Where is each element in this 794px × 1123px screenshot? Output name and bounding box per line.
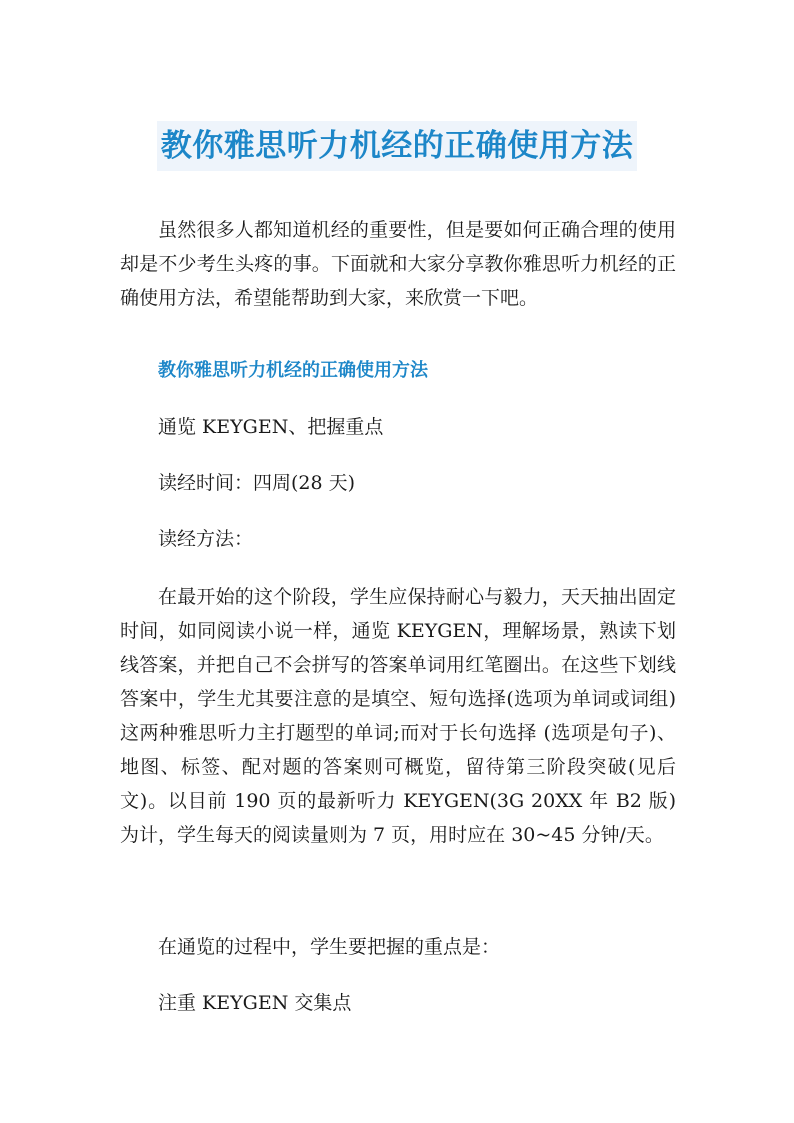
method-paragraph: 在最开始的这个阶段，学生应保持耐心与毅力，天天抽出固定时间，如同阅读小说一样，通览 KEYGEN，理解场景，熟读下划线答案，并把自己不会拼写的答案单词用红笔圈出。在这些下划线答案中，学生尤其要注意的是填空、短句选择(选项为单词或词组)这两种雅思听力主打题型的单词;而对于长句选择 (选项是句子)、地图、标签、配对题的答案则可概览，留待第三阶段突破(见后文)。以目前 190 页的最新听力 KEYGEN(3G 20XX 年 B2 版)为计，学生每天的阅读量则为 7 页，用时应在 30~45 分钟/天。 xyxy=(120,586,676,846)
method-label: 读经方法： xyxy=(158,528,254,550)
step-title: 通览 KEYGEN、把握重点 xyxy=(158,416,384,438)
document-title: 教你雅思听力机经的正确使用方法 xyxy=(157,121,638,171)
title-container xyxy=(0,100,794,192)
focus-intro: 在通览的过程中，学生要把握的重点是： xyxy=(158,936,501,958)
focus-point-1: 注重 KEYGEN 交集点 xyxy=(158,992,352,1014)
section-heading: 教你雅思听力机经的正确使用方法 xyxy=(158,360,428,381)
intro-paragraph: 虽然很多人都知道机经的重要性，但是要如何正确合理的使用却是不少考生头疼的事。下面就和大家分享教你雅思听力机经的正确使用方法，希望能帮助到大家，来欣赏一下吧。 xyxy=(120,219,676,309)
reading-time: 读经时间：四周(28 天) xyxy=(158,472,356,494)
